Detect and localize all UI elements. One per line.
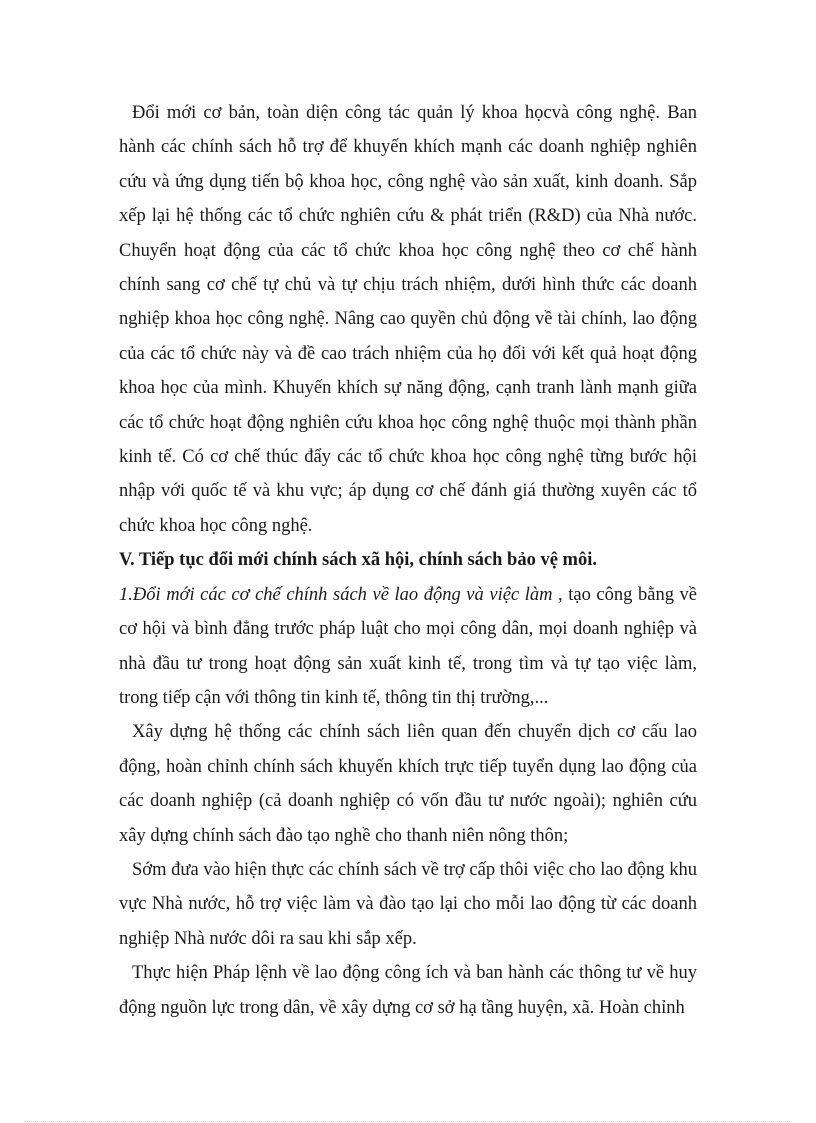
paragraph-science-management: Đổi mới cơ bản, toàn diện công tác quản lý khoa họcvà công nghệ. Ban hành các chính sách hỗ trợ để khuyến khích mạnh các doanh nghiệp nghiên cứu và ứng dụng tiến bộ khoa học, công nghệ vào sản xuất, kinh doanh. Sắp xếp lại hệ thống các tổ chức nghiên cứu & phát triển (R&D) của Nhà nước. Chuyển hoạt động của các tổ chức khoa học công nghệ theo cơ chế hành chính sang cơ chế tự chủ và tự chịu trách nhiệm, dưới hình thức các doanh nghiệp khoa học công nghệ. Nâng cao quyền chủ động về tài chính, lao động của các tổ chức này và đề cao trách nhiệm của họ đối với kết quả hoạt động khoa học của mình. Khuyến khích sự năng động, cạnh tranh lành mạnh giữa các tổ chức hoạt động nghiên cứu khoa học công nghệ thuộc mọi thành phần kinh tế. Có cơ chế thúc đẩy các tổ chức khoa học công nghệ từng bước hội nhập với quốc tế và khu vực; áp dụng cơ chế đánh giá thường xuyên các tổ chức khoa học công nghệ. (119, 103, 697, 536)
document-body (119, 96, 697, 1025)
paragraph-labor-policy (119, 578, 697, 716)
item-1-text: , tạo công bằng về cơ hội và bình đẳng trước pháp luật cho mọi công dân, mọi doanh nghiệp và nhà đầu tư trong hoạt động sản xuất kinh tế, trong tìm và tự tạo việc làm, trong tiếp cận với thông tin kinh tế, thông tin thị trường,... (119, 584, 697, 708)
paragraph-severance: Sớm đưa vào hiện thực các chính sách về trợ cấp thôi việc cho lao động khu vực Nhà nước, hỗ trợ việc làm và đào tạo lại cho mỗi lao động từ các doanh nghiệp Nhà nước dôi ra sau khi sắp xếp. (119, 859, 697, 949)
section-heading: V. Tiếp tục đổi mới chính sách xã hội, chính sách bảo vệ môi. (119, 550, 597, 571)
paragraph-labor-structure: Xây dựng hệ thống các chính sách liên quan đến chuyển dịch cơ cấu lao động, hoàn chỉnh chính sách khuyến khích trực tiếp tuyển dụng lao động của các doanh nghiệp (cả doanh nghiệp có vốn đầu tư nước ngoài); nghiên cứu xây dựng chính sách đào tạo nghề cho thanh niên nông thôn; (119, 722, 697, 846)
page-bottom-divider (24, 1121, 792, 1122)
paragraph-public-labor: Thực hiện Pháp lệnh về lao động công ích và ban hành các thông tư về huy động nguồn lực trong dân, về xây dựng cơ sở hạ tầng huyện, xã. Hoàn chỉnh (119, 963, 697, 1018)
item-1-italic-title: 1.Đổi mới các cơ chế chính sách về lao động và việc làm (119, 584, 553, 605)
